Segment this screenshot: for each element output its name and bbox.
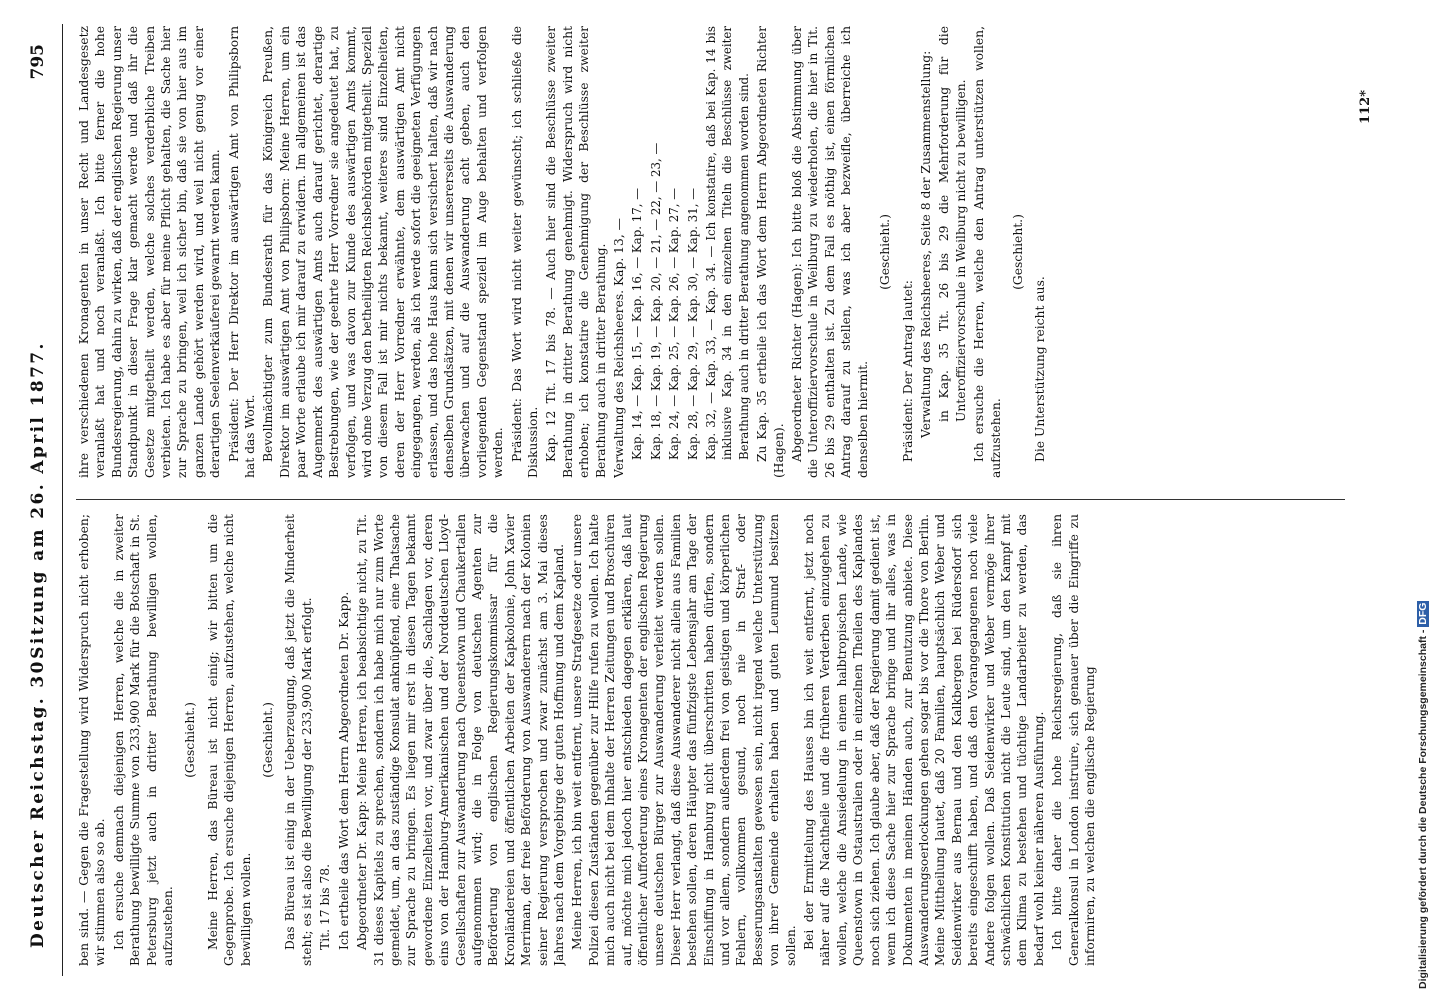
left-column-paragraph: Tit. 17 bis 78. [318, 863, 333, 950]
right-column-paragraph: Präsident: Der Herr Direktor im auswärtigen Amt von Philipsborn hat das Wort. [226, 26, 258, 478]
right-column-paragraph: Zu Kap. 35 ertheile ich das Wort dem Herrn Abgeordneten Richter (Hagen). [755, 26, 786, 478]
right-column-paragraph: (Geschieht.) [1010, 214, 1025, 290]
left-column-paragraph: Abgeordneter Dr. Kapp: Meine Herren, ich beabsichtige nicht, zu Tit. 31 dieses Kapitels zu sprechen, sondern ich habe mich nur zum Worte gemeldet, um, an das zuständige Konsulat anknüpfend, eine Thatsache zur Sprache zu bringen. Es liegen mir erst in diesen Tagen bekannt gewordene Einzelheiten vor, und zwar über die, Sachlagen vor, deren eins von der Hamburg-Amerikanischen und der Norddeutschen Lloyd-Gesellschaften zur Auswanderung nach Queenstown und Chaukertallen aufgenommen wird; die in Folge von deutschen Agenten zur Beförderung von englischen Regierungskommissar für die Kronländereien und öffentlichen Arbeiten der Kapkolonie, John Xavier Merriman, der freie Beförderung von Auswanderern nach der Kolonien seiner Regierung versprochen und zwar zunächst am 3. Mai dieses Jahres nach dem Vorgebirge der guten Hoffnung und dem Kapland. [355, 514, 566, 966]
page-number: 795 [28, 44, 48, 80]
right-column-paragraph: Die Unterstützung reicht aus. [1033, 276, 1048, 462]
left-column-paragraph: Ich ertheile das Wort dem Herrn Abgeordneten Dr. Kapp. [336, 591, 351, 950]
left-column-paragraph: Meine Herren, ich bin weit entfernt, unsere Strafgesetze oder unsere Polizei diesen Zuständen gegenüber zur Hilfe rufen zu wollen. Ich halte mich auch nicht bei dem Inhalte der Herren Zeitungen und Broschüren auf, möchte mich jedoch hier entschieden dagegen erklären, daß laut öffentlicher Aufforderung eines Kronagenten der englischen Regierung unsere deutschen Bürger zur Auswanderung verleitet werden sollen. Dieser Herr verlangt, daß diese Auswanderer nicht allein aus Familien bestehen sollen, deren Häupter das fünfzigste Lebensjahr am Tage der Einschiffung in Hamburg nicht überschritten haben dürfen, sondern und vor allem, sondern außerdem frei von geistigen und körperlichen Fehlern, vollkommen gesund, noch nie in Straf- oder Besserungsanstalten gewesen sein, nicht irgend welche Unterstützung von ihrer Gemeinde erhalten haben und guten Leumund besitzen sollen. [570, 514, 798, 966]
column-divider [76, 499, 1345, 500]
side-credit [1416, 14, 1430, 989]
dfg-badge: DFG [1417, 602, 1429, 625]
page-header [22, 24, 63, 976]
right-column-paragraph: Präsident: Das Wort wird nicht weiter gewünscht; ich schließe die Diskussion. [509, 26, 540, 478]
side-credit-text [1416, 14, 1430, 989]
right-column-paragraph: Bevollmächtigter zum Bundesrath für das Königreich Preußen, Direktor im auswärtigen Amt von Philipsborn: Meine Herren, um ein paar Worte erlaube ich mir darauf zu erwidern. Im allgemeinen ist das Augenmerk des auswärtigen Amts auch darauf gerichtet, derartige Bestrebungen, wie der geehrte Herr Vorredner sie angedeutet hat, zu verfolgen, und was davon zur Kunde des auswärtigen Amts kommt, wird ohne Verzug den betheiligten Reichsbehörden mitgetheilt. Speziell von diesem Fall ist mir nichts bekannt, weiteres sind Einzelheiten, deren der Herr Vorredner erwähnte, dem auswärtigen Amt nicht eingegangen, werden, als ich werde sofort die geeigneten Verfügungen erlassen, und das hohe Haus kann sich versichert halten, daß wir nach denselben Grundsätzen, mit denen wir unsererseits die Auswanderung überwachen und auf die Auswanderung acht geben, auch den vorliegenden Gegenstand speziell im Auge behalten und verfolgen werden. [261, 26, 506, 478]
right-column-paragraph: Kap. 32, — Kap. 33, — Kap. 34. — Ich konstatire, daß bei Kap. 14 bis inklusive Kap. 34 in den einzelnen Titeln die Beschlüsse zweiter Berathung auch in dritter Berathung angenommen worden sind. [704, 26, 751, 460]
left-column [76, 514, 1353, 966]
left-column-paragraph: (Geschieht.) [183, 702, 198, 778]
right-column [76, 26, 1353, 478]
right-column-paragraph: Kap. 18, — Kap. 19, — Kap. 20, — 21, — 22, — 23, — [648, 142, 663, 460]
page-footer: 112* [1358, 90, 1373, 124]
left-column-paragraph: (Geschieht.) [261, 702, 276, 778]
right-column-paragraph: Ich ersuche die Herren, welche den Antrag unterstützen wollen, aufzustehen. [972, 26, 1003, 478]
right-column-paragraph: Verwaltung des Reichsheeres. Kap. 13, — [612, 218, 626, 478]
left-column-paragraph: Meine Herren, das Büreau ist nicht einig; wir bitten um die Gegenprobe. Ich ersuche diejenigen Herren, aufzustehen, welche nicht bewilligen wollen. [205, 514, 253, 966]
left-column-paragraph: Bei der Ermittelung des Hauses bin ich weit entfernt, jetzt noch näher auf die Nachtheile und die früheren Verderben einzugehen zu wollen, welche die Ansiedelung in einem halbtropischen Lande, wie Queenstown in Ostaustralien oder in einzelnen Theilen des Kaplandes noch sich ziehen. Ich glaube aber, daß der Regierung damit gedient ist, wenn ich diese Sache hier zur Sprache bringe und ihr alles, was in Dokumenten in meinen Händen auch, zur Benutzung anbiete. Diese Auswanderungsoerlockungen gehen sogar bis vor die Thore von Berlin. Meine Mittheilung lautet, daß 20 Familien, hauptsächlich Weber und Seidenwirker aus Bernau und den Kalkbergen bei Rüdersdorf sich bereits eingeschifft haben, und daß den Vorangegangenen noch viele Andere folgen wollen. Daß Seidenwirker und Weber vermöge ihrer schwächlichen Konstitution nicht die Leute sind, um den Kampf mit dem Klima zu bestehen und tüchtige Landarbeiter zu werden, das bedarf wohl keiner näheren Ausführung. [802, 514, 1046, 966]
right-column-paragraph: Präsident: Der Antrag lautet: [900, 280, 915, 462]
left-column-paragraph: ben sind. — Gegen die Fragestellung wird Widerspruch nicht erhoben; wir stimmen also so ab. [77, 514, 108, 966]
header-center: Sitzung am 26. April 1877. [28, 341, 48, 659]
left-column-paragraph: Ich ersuche demnach diejenigen Herren, welche die in zweiter Berathung bewilligte Summe von 233,900 Mark für die Botschaft in St. Petersburg jetzt auch in dritter Berathung bewilligen wollen, aufzustehen. [111, 514, 176, 966]
left-column-paragraph: Ich bitte daher die hohe Reichsregierung, daß sie ihren Generalkonsul in London instruire, sich genauer über die Eingriffe zu informiren, zu welchen die englische Regierung [1050, 514, 1097, 966]
right-column-paragraph: ihre verschiedenen Kronagenten in unser Recht und Landesgesetz veranlaßt hat und noch veranlaßt. Ich bitte ferner die hohe Bundesregierung, dahin zu wirken, daß der englischen Regierung unser Standpunkt in dieser Frage klar gemacht werde und daß ihr die Gesetze mitgetheilt werden, welche solches verderbliche Treiben verbieten. Ich habe es aber für meine Pflicht gehalten, die Sache hier zur Sprache zu bringen, weil ich sicher bin, daß sie von hier aus im ganzen Lande gehört werden wird, und weil nicht genug vor einer derartigen Seelenverkäuferei gewarnt werden kann. [77, 26, 223, 478]
right-column-paragraph: in Kap. 35 Tit. 26 bis 29 die Mehrforderung für die Unteroffiziervorschule in Weilburg nicht zu bewilligen. [937, 26, 968, 422]
right-column-paragraph: (Geschieht.) [878, 214, 893, 290]
side-credit-label: Digitalisierung gefördert durch die Deutsche Forschungsgemeinschaft - [1417, 629, 1429, 989]
right-column-paragraph: Kap. 12 Tit. 17 bis 78. — Auch hier sind die Beschlüsse zweiter Berathung in dritter Berathung genehmigt. Widerspruch wird nicht erhoben; ich konstatire die Genehmigung der Beschlüsse zweiter Berathung auch in dritter Berathung. [544, 26, 608, 478]
right-column-paragraph: Kap. 28, — Kap. 29, — Kap. 30, — Kap. 31, — [685, 187, 700, 460]
right-column-paragraph: Kap. 14, — Kap. 15, — Kap. 16, — Kap. 17, — [630, 187, 645, 460]
right-column-paragraph: Kap. 24, — Kap. 25, — Kap. 26, — Kap. 27, — [667, 187, 682, 460]
right-column-paragraph: Verwaltung des Reichsheeres, Seite 8 der Zusammenstellung: [918, 50, 933, 438]
right-column-paragraph: Abgeordneter Richter (Hagen): Ich bitte bloß die Abstimmung über die Unteroffiziervorschule in Weilburg zu wiederholen, die hier in Tit. 26 bis 29 enthalten ist. Zu dem Fall es nöthig ist, einen förmlichen Antrag darauf zu stellen, was ich aber bezweifle, überreiche ich denselben hiermit. [790, 26, 870, 478]
left-column-paragraph: Das Büreau ist einig in der Ueberzeugung, daß jetzt die Minderheit steht; es ist also die Bewilligung der 233,900 Mark erfolgt. [283, 514, 314, 966]
header-left: Deutscher Reichstag. 30. [28, 650, 48, 948]
